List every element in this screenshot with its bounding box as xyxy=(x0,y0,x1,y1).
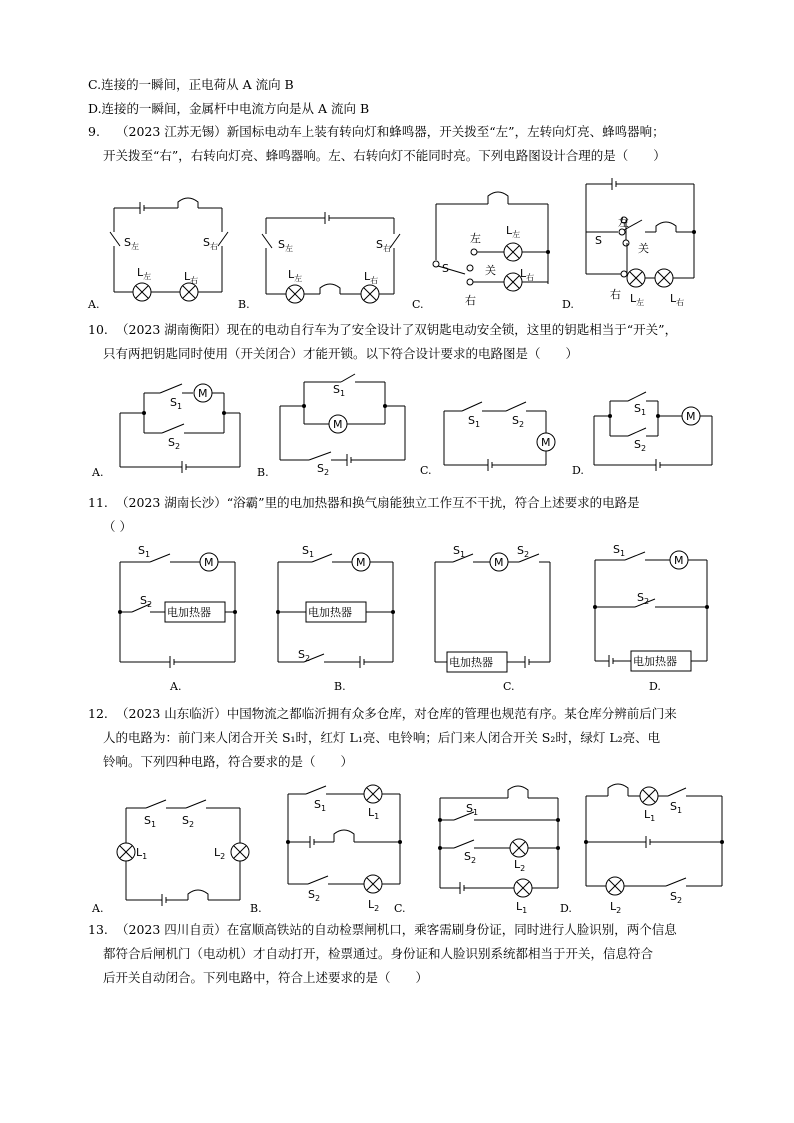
q13-line2: 都符合后闸机门（电动机）才自动打开，检票通过。身份证和人脸识别系统都相当于开关，信息符合 xyxy=(103,946,654,961)
svg-text:B.: B. xyxy=(238,298,250,311)
svg-text:A.: A. xyxy=(170,680,182,693)
svg-text:S1: $S_1$ xyxy=(613,543,626,558)
svg-text:L2: $L_2$ xyxy=(514,858,526,873)
q12-line1 xyxy=(88,706,677,722)
svg-text:S2: $S_2$ xyxy=(634,438,647,453)
svg-text:L左: $L_左$ xyxy=(288,268,303,283)
svg-text:C.: C. xyxy=(394,902,406,915)
svg-text:S右: $S_右$ xyxy=(203,236,218,251)
q12-circuit-a xyxy=(88,790,258,915)
svg-text:M: M xyxy=(356,556,366,569)
svg-text:S: S xyxy=(442,262,449,275)
q10-line1 xyxy=(88,322,677,338)
svg-text:S1: $S_1$ xyxy=(138,544,151,559)
svg-text:S左: $S_左$ xyxy=(124,236,139,251)
svg-text:电加热器: 电加热器 xyxy=(167,606,211,619)
svg-text:D.: D. xyxy=(562,298,574,311)
svg-text:D.: D. xyxy=(560,902,572,915)
q9-number: 9. xyxy=(88,124,100,139)
svg-text:S1: $S_1$ xyxy=(333,383,346,398)
q12-line3: 铃响。下列四种电路，符合要求的是（ ） xyxy=(103,754,354,769)
svg-text:M: M xyxy=(204,556,214,569)
svg-text:S2: $S_2$ xyxy=(182,814,195,829)
svg-text:S2: $S_2$ xyxy=(317,462,330,477)
svg-text:M: M xyxy=(686,410,696,423)
q11-circuit-b xyxy=(268,540,408,700)
svg-text:L1: $L_1$ xyxy=(516,900,528,915)
q9-line1 xyxy=(88,124,665,140)
svg-text:C.: C. xyxy=(412,298,424,311)
svg-text:A.: A. xyxy=(92,466,104,479)
svg-text:S2: $S_2$ xyxy=(168,436,181,451)
svg-text:L左: $L_左$ xyxy=(137,266,152,281)
svg-text:L2: $L_2$ xyxy=(610,900,622,915)
svg-text:S2: $S_2$ xyxy=(464,850,477,865)
q13-line1 xyxy=(88,922,677,938)
svg-text:L左: $L_左$ xyxy=(506,224,521,239)
q12-number: 12. xyxy=(88,706,108,721)
svg-text:S1: $S_1$ xyxy=(634,402,647,417)
q11-circuit-a xyxy=(110,540,250,700)
svg-text:S1: $S_1$ xyxy=(314,798,327,813)
option-c-prev: C.连接的一瞬间，正电荷从 A 流向 B xyxy=(88,77,294,92)
svg-text:L右: $L_右$ xyxy=(184,270,199,285)
svg-text:B.: B. xyxy=(334,680,346,693)
q10-line2: 只有两把钥匙同时使用（开关闭合）才能开锁。以下符合设计要求的电路图是（ ） xyxy=(103,346,579,361)
q11-circuit-c xyxy=(425,540,565,700)
q9-line2: 开关拨至“右”，右转向灯亮、蜂鸣器响。左、右转向灯不能同时亮。下列电路图设计合理的是（ ） xyxy=(103,148,666,163)
q10-number: 10. xyxy=(88,322,108,337)
svg-text:S2: $S_2$ xyxy=(298,648,311,663)
svg-text:L2: $L_2$ xyxy=(368,898,380,913)
svg-text:S1: $S_1$ xyxy=(466,802,479,817)
q10-circuit-b xyxy=(255,378,415,478)
q12-line2: 人的电路为：前门来人闭合开关 S₁时，红灯 L₁亮、电铃响；后门来人闭合开关 S₂时，绿灯 L₂亮、电 xyxy=(103,730,661,745)
svg-text:L2: $L_2$ xyxy=(214,846,226,861)
svg-text:L1: $L_1$ xyxy=(368,806,380,821)
svg-text:S: S xyxy=(595,234,602,247)
svg-text:M: M xyxy=(674,554,684,567)
q12-text1: （2023 山东临沂）中国物流之都临沂拥有众多仓库，对仓库的管理也规范有序。某仓库分辨前后门来 xyxy=(116,706,677,721)
svg-text:D.: D. xyxy=(649,680,661,693)
svg-text:B.: B. xyxy=(257,466,269,479)
svg-text:C.: C. xyxy=(503,680,515,693)
q9-circuit-c xyxy=(410,182,560,312)
q13-text1: （2023 四川自贡）在富顺高铁站的自动检票闸机口，乘客需刷身份证，同时进行人脸识别，两个信息 xyxy=(116,922,677,937)
q10-circuit-d xyxy=(572,392,722,476)
q11-circuit-d xyxy=(585,535,725,700)
svg-text:电加热器: 电加热器 xyxy=(449,656,493,669)
svg-text:S2: $S_2$ xyxy=(517,544,530,559)
svg-text:S2: $S_2$ xyxy=(140,594,153,609)
q13-number: 13. xyxy=(88,922,108,937)
svg-text:S右: $S_右$ xyxy=(376,238,391,253)
svg-text:M: M xyxy=(333,418,343,431)
svg-text:S1: $S_1$ xyxy=(670,800,683,815)
svg-text:S2: $S_2$ xyxy=(512,414,525,429)
svg-text:S1: $S_1$ xyxy=(170,396,183,411)
svg-text:S1: $S_1$ xyxy=(453,544,466,559)
q9-circuit-d xyxy=(560,176,710,311)
svg-text:L右: $L_右$ xyxy=(670,292,685,307)
svg-text:L右: $L_右$ xyxy=(364,270,379,285)
svg-text:S2: $S_2$ xyxy=(637,591,650,606)
svg-text:B.: B. xyxy=(250,902,262,915)
svg-text:关: 关 xyxy=(638,242,649,255)
svg-text:S1: $S_1$ xyxy=(468,414,481,429)
svg-text:C.: C. xyxy=(420,464,432,477)
q11-line2: （ ） xyxy=(103,519,132,534)
svg-text:L右: $L_右$ xyxy=(520,267,535,282)
svg-text:L1: $L_1$ xyxy=(644,808,656,823)
q10-text1: （2023 湖南衡阳）现在的电动自行车为了安全设计了双钥匙电动安全锁，这里的钥匙相当于“开关”， xyxy=(116,322,678,337)
svg-text:电加热器: 电加热器 xyxy=(308,606,352,619)
svg-text:左: 左 xyxy=(470,232,481,245)
q11-line1 xyxy=(88,495,640,511)
q10-circuit-a xyxy=(88,380,248,479)
q9-circuit-b xyxy=(240,190,410,315)
svg-text:M: M xyxy=(198,387,208,400)
svg-text:S1: $S_1$ xyxy=(302,544,315,559)
svg-text:关: 关 xyxy=(485,264,496,277)
q10-circuit-c xyxy=(420,398,570,476)
svg-text:A.: A. xyxy=(88,298,100,311)
svg-text:L左: $L_左$ xyxy=(630,292,645,307)
q11-text1: （2023 湖南长沙）“浴霸”里的电加热器和换气扇能独立工作互不干扰，符合上述要求的电路是 xyxy=(116,495,640,510)
svg-text:D.: D. xyxy=(572,464,584,477)
q12-circuit-d xyxy=(560,774,732,919)
svg-text:S1: $S_1$ xyxy=(144,814,157,829)
q9-circuit-a xyxy=(88,190,238,315)
svg-text:A.: A. xyxy=(92,902,104,915)
option-d-prev: D.连接的一瞬间，金属杆中电流方向是从 A 流向 B xyxy=(88,101,370,116)
svg-text:左: 左 xyxy=(618,216,629,229)
svg-text:右: 右 xyxy=(610,288,621,301)
q9-text1: （2023 江苏无锡）新国标电动车上装有转向灯和蜂鸣器，开关拨至“左”，左转向灯亮、蜂鸣器响； xyxy=(116,124,665,139)
svg-text:M: M xyxy=(541,436,551,449)
svg-text:L1: $L_1$ xyxy=(136,846,148,861)
svg-text:M: M xyxy=(494,556,504,569)
q11-number: 11. xyxy=(88,495,108,510)
svg-text:右: 右 xyxy=(465,294,476,307)
q12-circuit-c xyxy=(394,782,580,917)
svg-text:S左: $S_左$ xyxy=(278,238,293,253)
q12-circuit-b xyxy=(250,782,418,917)
svg-text:S2: $S_2$ xyxy=(670,890,683,905)
svg-text:S2: $S_2$ xyxy=(308,888,321,903)
svg-text:电加热器: 电加热器 xyxy=(633,655,677,668)
q13-line3: 后开关自动闭合。下列电路中，符合上述要求的是（ ） xyxy=(103,970,429,985)
